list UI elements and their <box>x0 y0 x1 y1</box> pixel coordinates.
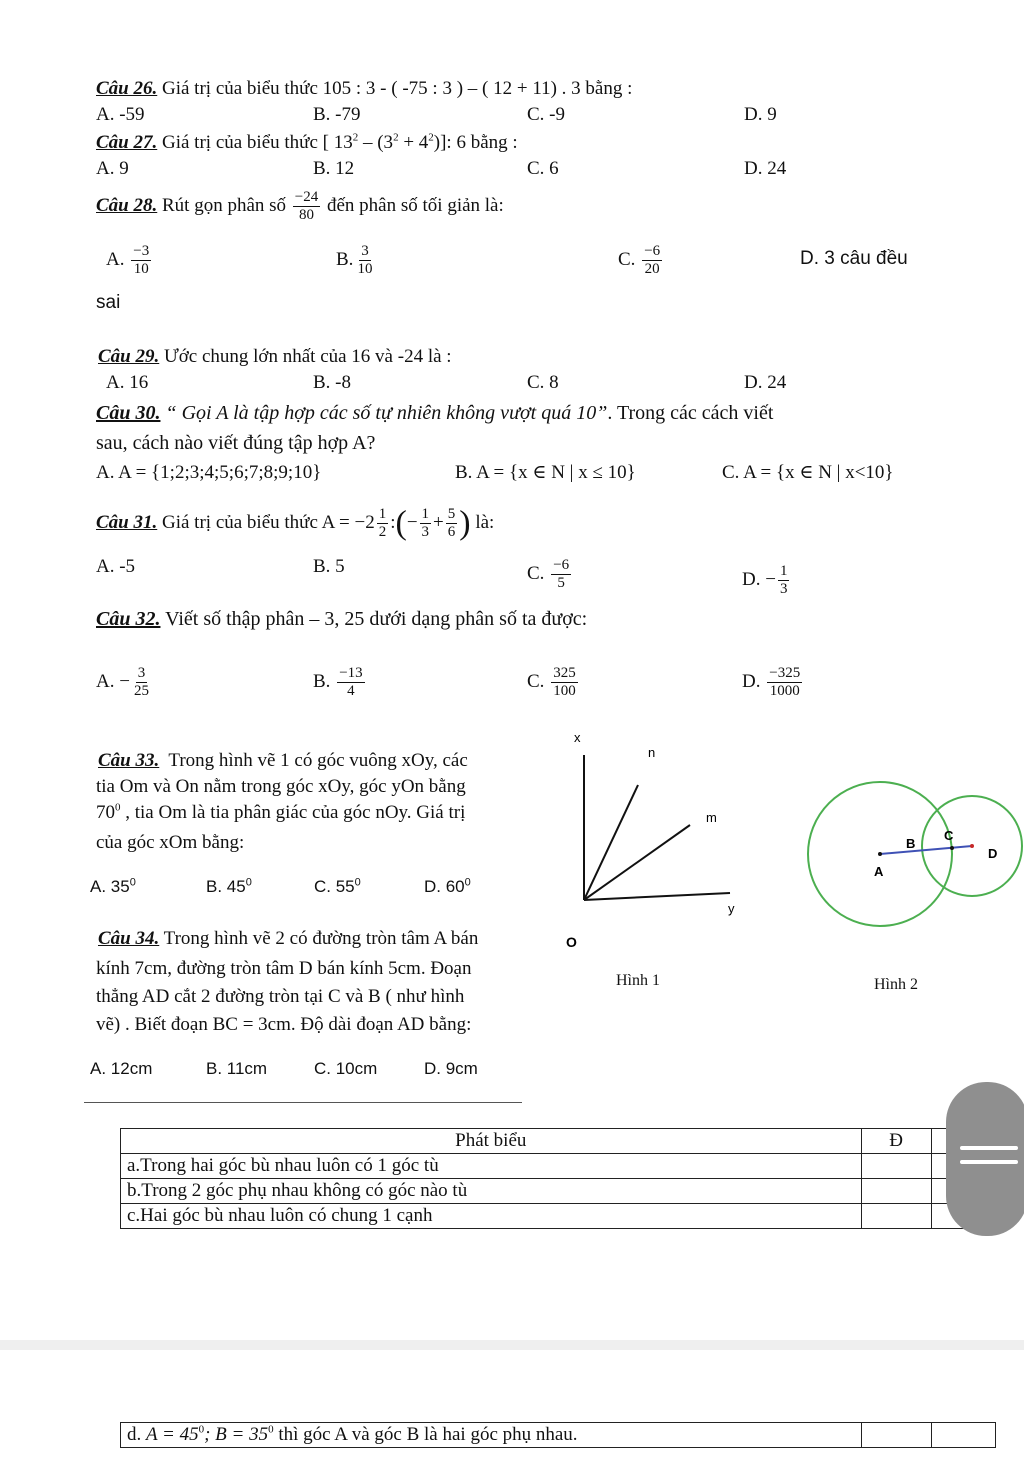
figure-2-caption: Hình 2 <box>874 976 918 993</box>
question-33 <box>98 750 468 772</box>
option-a[interactable]: A. $\frac{-3}{10}$ <box>106 243 150 278</box>
question-31 <box>96 502 494 544</box>
question-27 <box>96 132 518 154</box>
question-text: Trong hình vẽ 1 có góc vuông xOy, các <box>168 750 468 771</box>
table-header <box>121 1129 996 1154</box>
statement-c: c.Hai góc bù nhau luôn có chung 1 cạnh <box>121 1204 862 1229</box>
segment-ad <box>880 846 972 854</box>
true-false-table <box>120 1128 996 1229</box>
question-label: Câu 29. <box>98 346 160 367</box>
option-b[interactable]: B. -79 <box>313 104 361 125</box>
table-row <box>121 1423 996 1448</box>
option-d[interactable]: D. $\frac{-325}{1000}$ <box>742 665 801 700</box>
option-b[interactable]: B. $45^0$ <box>206 876 252 896</box>
label-o: O <box>566 934 577 950</box>
option-a[interactable]: A. -59 <box>96 104 145 125</box>
label-n: n <box>648 745 656 760</box>
question-text: “ Gọi A là tập hợp các số tự nhiên không vượt quá 10” <box>165 402 608 424</box>
question-text: đến phân số tối giản là: <box>327 195 504 216</box>
option-a[interactable]: A. A = {1;2;3;4;5;6;7;8;9;10} <box>96 462 322 483</box>
ray-oy <box>584 893 730 900</box>
point-d <box>970 844 974 848</box>
figure-1-angles <box>560 725 760 955</box>
option-b[interactable]: B. 12 <box>313 158 355 179</box>
exponent: 2 <box>352 131 359 144</box>
question-28 <box>96 186 504 226</box>
ray-om <box>584 825 690 900</box>
option-c[interactable]: C. 10cm <box>314 1059 378 1078</box>
question-text: )]: 6 bằng : <box>433 132 518 153</box>
table-row <box>121 1154 996 1179</box>
handle-grip-icon <box>960 1160 1018 1164</box>
question-32 <box>96 608 587 630</box>
page-gap <box>0 1340 1024 1350</box>
header-statement: Phát biểu <box>121 1129 862 1154</box>
exponent: 2 <box>393 131 399 144</box>
question-text: Viết số thập phân – 3, 25 dưới dạng phân số ta được: <box>165 608 588 630</box>
question-label: Câu 32. <box>96 608 161 630</box>
option-b[interactable]: B. $\frac{3}{10}$ <box>336 243 373 278</box>
exponent: 2 <box>428 131 434 144</box>
cell-false[interactable] <box>931 1423 995 1448</box>
option-d[interactable]: D. 9 <box>744 104 777 125</box>
question-29 <box>98 346 452 368</box>
question-text: Giá trị của biểu thức [ 13 <box>162 132 353 153</box>
option-b[interactable]: B. A = {x ∈ N | x ≤ 10} <box>455 462 636 483</box>
option-a[interactable]: A. $35^0$ <box>90 876 136 896</box>
question-text: . Trong các cách viết <box>607 402 774 424</box>
point-c <box>950 846 954 850</box>
figure-1-caption: Hình 1 <box>616 972 660 989</box>
option-b[interactable]: B. 11cm <box>206 1059 268 1078</box>
option-a[interactable]: A. 12cm <box>90 1059 153 1078</box>
option-d[interactable]: D. 24 <box>744 372 787 393</box>
table-row <box>121 1204 996 1229</box>
fraction: $\frac{-24}{80}$ <box>294 189 319 224</box>
label-x: x <box>574 730 581 745</box>
question-34-line3: thẳng AD cắt 2 đường tròn tại C và B ( như hình <box>96 986 465 1007</box>
figure-2-circles <box>800 780 1024 940</box>
label-d: D <box>988 846 998 861</box>
option-b[interactable]: B. 5 <box>313 556 345 577</box>
statement-a: a.Trong hai góc bù nhau luôn có 1 góc tù <box>121 1154 862 1179</box>
option-c[interactable]: C. $\frac{-6}{5}$ <box>527 557 570 592</box>
handle-grip-icon <box>960 1146 1018 1150</box>
option-a[interactable]: A. 9 <box>96 158 129 179</box>
question-text: + 4 <box>398 132 429 153</box>
question-26 <box>96 78 632 100</box>
question-label: Câu 31. <box>96 512 158 533</box>
option-b[interactable]: B. -8 <box>313 372 351 393</box>
true-false-table-continued <box>120 1422 996 1448</box>
question-30 <box>96 402 773 424</box>
question-text: Trong hình vẽ 2 có đường tròn tâm A bán <box>163 928 479 949</box>
option-c[interactable]: C. 6 <box>527 158 559 179</box>
statement-d: d. $A = 45^0$; $B = 35^0$ thì góc A và góc B là hai góc phụ nhau. <box>121 1423 862 1448</box>
point-a <box>878 852 882 856</box>
cell-true[interactable] <box>861 1204 931 1229</box>
option-b[interactable]: B. $\frac{-13}{4}$ <box>313 665 363 700</box>
scroll-handle[interactable] <box>946 1082 1024 1236</box>
option-d[interactable]: D. 3 câu đều <box>800 248 908 269</box>
option-c[interactable]: C. 8 <box>527 372 559 393</box>
table-row <box>121 1179 996 1204</box>
option-c[interactable]: C. $\frac{325}{100}$ <box>527 665 576 700</box>
question-text: – (3 <box>358 132 394 153</box>
question-text: Rút gọn phân số <box>162 195 287 216</box>
label-c: C <box>944 828 954 843</box>
option-c[interactable]: C. A = {x ∈ N | x<10} <box>722 462 894 483</box>
option-d[interactable]: D. $60^0$ <box>424 876 471 896</box>
question-33-line2: tia Om và On nằm trong góc xOy, góc yOn bằng <box>96 776 466 797</box>
question-text: Giá trị của biểu thức <box>162 512 318 533</box>
cell-true[interactable] <box>861 1423 931 1448</box>
question-30-line2: sau, cách nào viết đúng tập hợp A? <box>96 432 376 454</box>
expression: A = −2 $\frac{1}{2}$ :(− $\frac{1}{3}$ + $\frac{5}{6}$ ) <box>321 504 471 542</box>
cell-true[interactable] <box>861 1154 931 1179</box>
divider <box>84 1102 522 1103</box>
question-text: Ước chung lớn nhất của 16 và -24 là : <box>164 346 452 367</box>
label-m: m <box>706 810 717 825</box>
question-33-line3: $70^0$ , tia Om là tia phân giác của góc nOy. Giá trị <box>96 801 466 823</box>
question-label: Câu 34. <box>98 928 160 949</box>
option-d-continued: sai <box>96 292 121 313</box>
cell-true[interactable] <box>861 1179 931 1204</box>
statement-b: b.Trong 2 góc phụ nhau không có góc nào tù <box>121 1179 862 1204</box>
question-34 <box>98 928 478 950</box>
question-text: là: <box>475 512 495 533</box>
question-34-line4: vẽ) . Biết đoạn BC = 3cm. Độ dài đoạn AD bằng: <box>96 1014 472 1035</box>
header-true: Đ <box>861 1129 931 1154</box>
option-c[interactable]: C. $55^0$ <box>314 876 361 896</box>
option-d[interactable]: D. − $\frac{1}{3}$ <box>742 563 788 598</box>
question-33-line4: của góc xOm bằng: <box>96 832 245 853</box>
option-d[interactable]: D. 24 <box>744 158 787 179</box>
question-label: Câu 33. <box>98 750 160 771</box>
question-text: Giá trị của biểu thức 105 : 3 - ( -75 : 3 ) – ( 12 + 11) . 3 bằng : <box>162 78 633 99</box>
question-label: Câu 26. <box>96 78 158 99</box>
question-label: Câu 28. <box>96 195 158 216</box>
option-a[interactable]: A. − $\frac{3}{25}$ <box>96 665 149 700</box>
option-a[interactable]: A. -5 <box>96 556 136 577</box>
label-y: y <box>728 901 735 916</box>
option-a[interactable]: A. 16 <box>106 372 149 393</box>
option-c[interactable]: C. $\frac{-6}{20}$ <box>618 243 661 278</box>
option-c[interactable]: C. -9 <box>527 104 565 125</box>
option-d[interactable]: D. 9cm <box>424 1059 478 1078</box>
question-label: Câu 30. <box>96 402 161 424</box>
label-a: A <box>874 864 884 879</box>
question-34-line2: kính 7cm, đường tròn tâm D bán kính 5cm. Đoạn <box>96 958 472 979</box>
ray-on <box>584 785 638 900</box>
question-label: Câu 27. <box>96 132 158 153</box>
label-b: B <box>906 836 916 851</box>
